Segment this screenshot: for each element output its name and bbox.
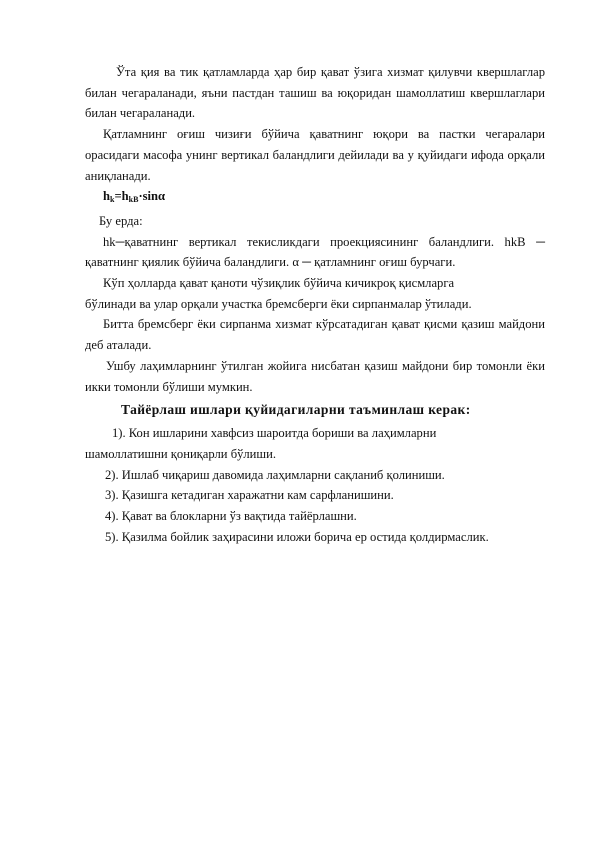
paragraph-wing-line-1: Кўп ҳолларда қават қаноти чўзиқлик бўйича кичикроқ қисмларга [103,276,455,291]
formula-h: h [103,189,111,204]
list-item-1-line-2: шамоллатишни қониқарли бўлиши. [85,446,277,461]
formula-height [85,186,545,211]
formula-eq-sub: kB [128,195,139,205]
paragraph-wing-line-2: бўлинади ва улар орқали участка бремсберги ёки сирпанмалар ўтилади. [85,296,472,311]
section-heading: Тайёрлаш ишлари қуйидагиларни таъминлаш керак: [121,402,471,418]
paragraph-mining-area: Битта бремсберг ёки сирпанма хизмат кўрсатадиган қават қисми қазиш майдони деб аталади. [85,317,545,353]
paragraph-where: Бу ерда: [99,213,143,228]
document-body [85,62,545,547]
list-item-2: 2). Ишлаб чиқариш давомида лаҳимларни сақланиб қолиниши. [105,467,445,482]
list-item-5: 5). Қазилма бойлик заҳирасини иложи борича ер остида қолдирмаслик. [105,529,489,544]
list-item-3: 3). Қазишга кетадиган харажатни кам сарфланишини. [105,488,394,503]
paragraph-steep-layers: Ўта қия ва тик қатламларда ҳар бир қават ўзига хизмат қилувчи квершлаглар билан чегараланади, яъни пастдан ташиш ва юқоридан шамоллатиш квершлаглари билан чегараланади. [85,65,545,121]
paragraph-definitions: hk─қаватнинг вертикал текисликдаги проекциясининг баландлиги. hkB ─ қаватнинг қиялик бўйича баландлиги. α ─ қатламнинг оғиш бурчаги. [85,234,545,270]
formula-h-sub: k [110,195,115,205]
list-item-4: 4). Қават ва блокларни ўз вақтида тайёрлашни. [105,509,357,524]
formula-eq: =h [114,189,129,204]
list-item-1-line-1: 1). Кон ишларини хавфсиз шароитда бориши ва лаҳимларни [112,426,437,441]
paragraph-vertical-height: Қатламнинг оғиш чизиғи бўйича қаватнинг юқори ва пастки чегаралари орасидаги масофа унинг вертикал баландлиги дейилади ва у қуйидаги ифода орқали аниқланади. [85,127,545,183]
formula-rest: ·sinα [138,189,166,204]
paragraph-sided-area: Ушбу лаҳимларнинг ўтилган жойига нисбатан қазиш майдони бир томонли ёки икки томонли бўлиши мумкин. [85,358,545,394]
